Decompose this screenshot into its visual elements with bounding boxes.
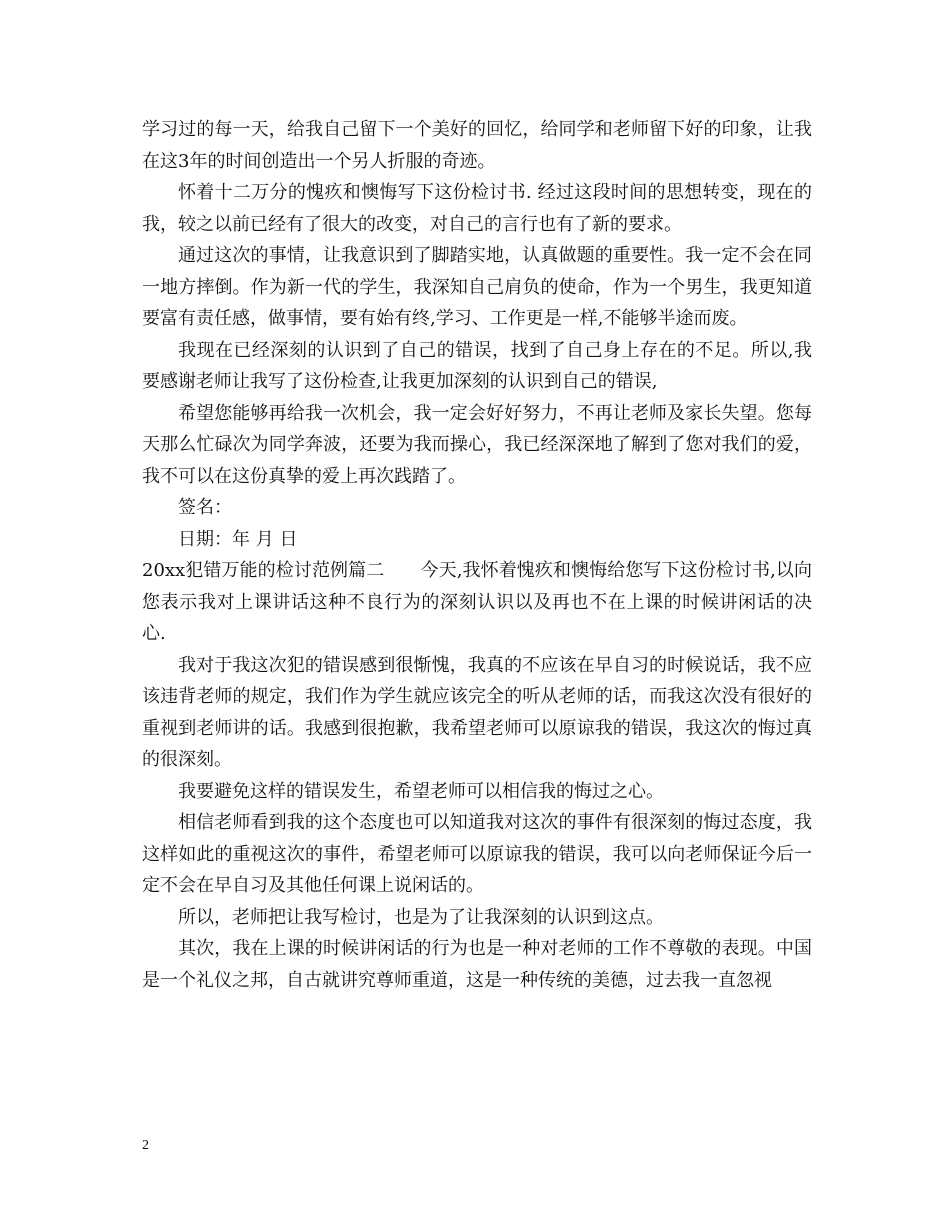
page-number: 2 — [142, 1138, 149, 1153]
paragraph-13: 其次，我在上课的时候讲闲话的行为也是一种对老师的工作不尊敬的表现。中国是一个礼仪之邦，自古就讲究尊师重道，这是一种传统的美德，过去我一直忽视 — [142, 938, 812, 991]
paragraph-section-two-heading: 20xx犯错万能的检讨范例篇二 今天,我怀着愧疚和懊悔给您写下这份检讨书,以向您表示我对上课讲话这种不良行为的深刻认识以及再也不在上课的时候讲闲话的决心. — [142, 560, 812, 644]
paragraph-2: 怀着十二万分的愧疚和懊悔写下这份检讨书. 经过这段时间的思想转变，现在的我，较之以前已经有了很大的改变，对自己的言行也有了新的要求。 — [142, 182, 812, 235]
paragraph-4: 我现在已经深刻的认识到了自己的错误，找到了自己身上存在的不足。所以,我要感谢老师让我写了这份检查,让我更加深刻的认识到自己的错误, — [142, 339, 812, 392]
paragraph-5: 希望您能够再给我一次机会，我一定会好好努力，不再让老师及家长失望。您每天那么忙碌次为同学奔波，还要为我而操心，我已经深深地了解到了您对我们的爱，我不可以在这份真挚的爱上再次践踏了。 — [142, 402, 812, 487]
document-body — [142, 114, 812, 996]
signature-line: 签名： — [178, 497, 232, 518]
paragraph-11: 相信老师看到我的这个态度也可以知道我对这次的事件有很深刻的悔过态度，我这样如此的重视这次的事件，希望老师可以原谅我的错误，我可以向老师保证今后一定不会在早自习及其他任何课上说闲话的。 — [142, 812, 812, 896]
paragraph-12: 所以，老师把让我写检讨，也是为了让我深刻的认识到这点。 — [178, 906, 664, 928]
paragraph-9: 我对于我这次犯的错误感到很惭愧，我真的不应该在早自习的时候说话，我不应该违背老师的规定，我们作为学生就应该完全的听从老师的话，而我这次没有很好的重视到老师讲的话。我感到很抱歉，我希望老师可以原谅我的错误，我这次的悔过真的很深刻。 — [142, 654, 812, 770]
date-line: 日期：年 月 日 — [178, 528, 298, 550]
paragraph-3: 通过这次的事情，让我意识到了脚踏实地，认真做题的重要性。我一定不会在同一地方摔倒。作为新一代的学生，我深知自己肩负的使命，作为一个男生，我更知道要富有责任感，做事情，要有始有终,学习、工作更是一样,不能够半途而废。 — [142, 245, 812, 329]
paragraph-10: 我要避免这样的错误发生，希望老师可以相信我的悔过之心。 — [178, 780, 664, 802]
paragraph-1: 学习过的每一天，给我自己留下一个美好的回忆，给同学和老师留下好的印象，让我在这3年的时间创造出一个另人折服的奇迹。 — [142, 119, 812, 172]
